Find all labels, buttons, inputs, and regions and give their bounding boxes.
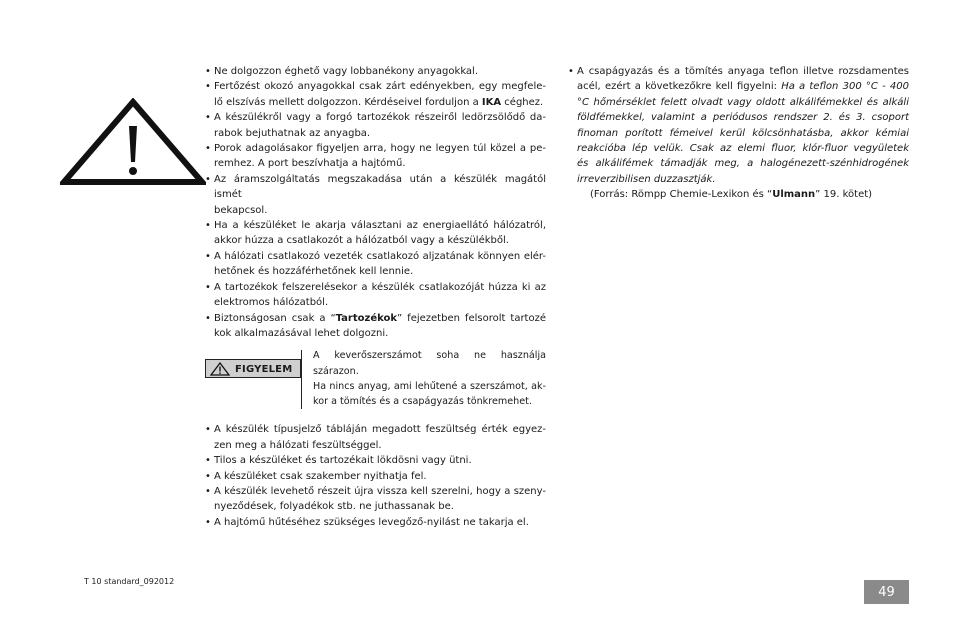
text-line: • Porok adagolásakor figyeljen arra, hogy ne legyen túl közel a pe- xyxy=(214,143,546,155)
small-warning-icon xyxy=(210,362,230,376)
warning-triangle-icon xyxy=(60,98,206,186)
text-line: nyeződések, folyadékok stb. ne juthassanak be. xyxy=(214,501,454,513)
list-item xyxy=(205,249,546,280)
list-item xyxy=(205,141,546,172)
caution-badge xyxy=(205,359,301,378)
list-item xyxy=(205,469,546,484)
right-column xyxy=(568,64,909,203)
text-line: • A készülék típusjelző tábláján megadott feszültség érték egyez- xyxy=(214,424,546,436)
safety-list-2 xyxy=(205,422,546,530)
notice-line: kor a tömítés és a csapágyazás tönkremehet. xyxy=(313,395,532,407)
text-line: földfémekkel, valamint a periódusos rendszer 2. és 3. csoport xyxy=(577,112,909,124)
text-line: hetőnek és hozzáférhetőnek kell lennie. xyxy=(214,266,414,278)
text-line: °C hőmérséklet felett olvadt vagy oldott alkálifémekkel és alkáli xyxy=(577,96,909,108)
list-item xyxy=(205,280,546,311)
text-line: • Ne dolgozzon éghető vagy lobbanékony anyagokkal. xyxy=(214,66,479,77)
page-number: 49 xyxy=(864,580,909,604)
text-line: • A hálózati csatlakozó vezeték csatlakozó aljzatának könnyen elér- xyxy=(214,250,546,262)
notice-line: Ha nincs anyag, ami lehűtené a szerszámot, ak- xyxy=(313,380,546,392)
caution-text xyxy=(313,348,546,409)
text-line: akkor húzza a csatlakozót a hálózatból vagy a készülékből. xyxy=(214,235,509,247)
text-line: • A csapágyazás és a tömítés anyaga teflon illetve rozsdamentes xyxy=(577,66,909,77)
list-item xyxy=(568,64,909,187)
text-line: • Tilos a készüléket és tartozékait lökdösni vagy ütni. xyxy=(214,455,472,467)
text-line: • A hajtómű hűtéséhez szükséges levegőző-nyilást ne takarja el. xyxy=(214,516,529,528)
text-line: reakcióba lép velük. Csak az elemi fluor, klór-fluor vegyületek xyxy=(577,143,909,155)
text-line: zen meg a hálózati feszültséggel. xyxy=(214,439,382,451)
notice-line: A keverőszerszámot soha ne használja szárazon. xyxy=(313,350,546,377)
list-item xyxy=(205,422,546,453)
list-item xyxy=(205,64,546,79)
document-code: T 10 standard_092012 xyxy=(84,577,175,586)
text-line: • A tartozékok felszerelésekor a készülék csatlakozóját húzza ki az xyxy=(214,281,546,293)
list-item xyxy=(205,79,546,110)
material-note xyxy=(568,64,909,187)
list-item xyxy=(205,172,546,218)
text-line: acél, ezért a következőkre kell figyelni: Ha a teflon 300 °C - 400 xyxy=(577,81,909,93)
list-item xyxy=(205,218,546,249)
caution-label: FIGYELEM xyxy=(235,364,293,376)
list-item xyxy=(205,453,546,468)
text-line: rabok bejuthatnak az anyagba. xyxy=(214,127,371,139)
text-line: • Ha a készüléket le akarja választani az energiaellátó hálózatról, xyxy=(214,220,546,232)
caution-notice xyxy=(205,351,546,411)
list-item xyxy=(205,110,546,141)
left-column xyxy=(205,64,546,530)
text-line: irreverzibilisen duzzasztják. xyxy=(577,173,716,185)
safety-list xyxy=(205,64,546,341)
list-item xyxy=(205,311,546,342)
text-line: • A készüléket csak szakember nyithatja fel. xyxy=(214,470,427,482)
text-line: elektromos hálózatból. xyxy=(214,297,329,309)
text-line: • A készülékről vagy a forgó tartozékok részeiről ledörzsölődő da- xyxy=(214,112,546,124)
list-item xyxy=(205,515,546,530)
text-line: lő elszívás mellett dolgozzon. Kérdéseivel forduljon a IKA céghez. xyxy=(214,96,544,108)
text-line: és alkálifémek támadják meg, a halogénezett-szénhidrogének xyxy=(577,158,909,170)
text-line: • A készülék levehető részeit újra vissza kell szerelni, hogy a szeny- xyxy=(214,485,546,497)
text-line: • Biztonságosan csak a “Tartozékok” fejezetben felsorolt tartozé xyxy=(214,312,546,324)
source-reference: (Forrás: Römpp Chemie-Lexikon és “Ulmann” 19. kötet) xyxy=(590,189,873,201)
text-line: kok alkalmazásával lehet dolgozni. xyxy=(214,327,389,339)
text-line: • Az áramszolgáltatás megszakadása után a készülék magától ismét xyxy=(214,173,546,201)
text-line: bekapcsol. xyxy=(214,204,268,216)
notice-divider xyxy=(301,350,302,409)
text-line: finoman porított fémeivel kerül kölcsönhatásba, akkor kémiai xyxy=(577,127,909,139)
text-line: remhez. A port beszívhatja a hajtómű. xyxy=(214,158,406,170)
text-line: • Fertőzést okozó anyagokkal csak zárt edényekben, egy megfele- xyxy=(214,81,546,93)
list-item xyxy=(205,484,546,515)
